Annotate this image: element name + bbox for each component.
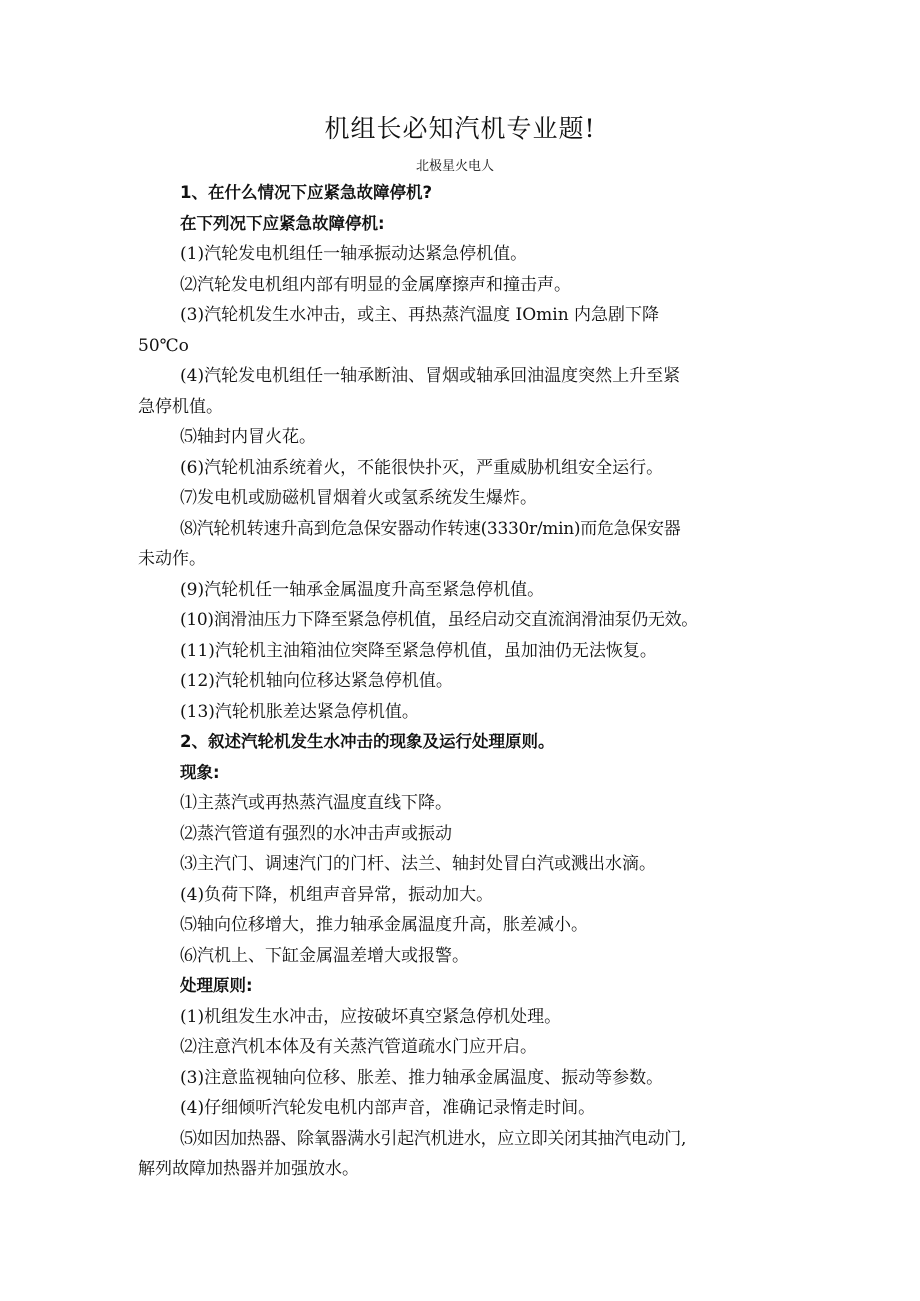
answer-intro: 在下列况下应紧急故障停机: — [180, 213, 385, 233]
list-item: (11)汽轮机主油箱油位突降至紧急停机值，虽加油仍无法恢复。 — [180, 640, 657, 661]
page-title: 机组长必知汽机专业题! — [324, 114, 596, 143]
list-item: ⑵注意汽机本体及有关蒸汽管道疏水门应开启。 — [180, 1037, 537, 1057]
list-item: ⑻汽轮机转速升高到危急保安器动作转速(3330r/min)而危急保安器 — [180, 518, 681, 539]
list-item: (1)机组发生水冲击，应按破坏真空紧急停机处理。 — [180, 1006, 562, 1027]
list-item: (10)润滑油压力下降至紧急停机值，虽经启动交直流润滑油泵仍无效。 — [180, 610, 698, 630]
list-item: (12)汽轮机轴向位移达紧急停机值。 — [180, 671, 453, 691]
list-item: (4)仔细倾听汽轮发电机内部声音，准确记录惰走时间。 — [180, 1098, 596, 1118]
list-item: ⑹汽机上、下缸金属温差增大或报警。 — [180, 945, 469, 966]
list-item-continuation: 急停机值。 — [138, 396, 223, 417]
list-item: ⑴主蒸汽或再热蒸汽温度直线下降。 — [180, 793, 452, 813]
list-item: ⑵蒸汽管道有强烈的水冲击声或振动 — [180, 823, 452, 844]
list-item: (4)负荷下降，机组声音异常，振动加大。 — [180, 884, 494, 905]
author-line: 北极星火电人 — [415, 159, 494, 174]
section-heading: 现象: — [180, 762, 220, 782]
list-item: (4)汽轮发电机组任一轴承断油、冒烟或轴承回油温度突然上升至紧 — [180, 366, 681, 386]
list-item: ⑸轴向位移增大，推力轴承金属温度升高，胀差减小。 — [180, 915, 588, 935]
list-item: (9)汽轮机任一轴承金属温度升高至紧急停机值。 — [180, 579, 545, 600]
list-item: ⑺发电机或励磁机冒烟着火或氢系统发生爆炸。 — [180, 488, 537, 508]
list-item: (13)汽轮机胀差达紧急停机值。 — [180, 701, 419, 722]
list-item: (3)汽轮机发生水冲击，或主、再热蒸汽温度 IOmin 内急剧下降 — [180, 305, 660, 325]
list-item: (1)汽轮发电机组任一轴承振动达紧急停机值。 — [180, 244, 528, 264]
list-item: (6)汽轮机油系统着火，不能很快扑灭，严重威胁机组安全运行。 — [180, 457, 664, 478]
question-heading: 2、叙述汽轮机发生水冲击的现象及运行处理原则。 — [180, 732, 555, 751]
section-heading: 处理原则: — [180, 976, 253, 995]
list-item: ⑸轴封内冒火花。 — [180, 427, 316, 447]
list-item: ⑸如因加热器、除氧器满水引起汽机进水，应立即关闭其抽汽电动门, — [180, 1128, 687, 1149]
question-heading: 1、在什么情况下应紧急故障停机? — [180, 183, 433, 202]
list-item-continuation: 解列故障加热器并加强放水。 — [138, 1159, 359, 1179]
document-body — [138, 178, 803, 1185]
list-item: ⑶主汽门、调速汽门的门杆、法兰、轴封处冒白汽或溅出水滴。 — [180, 854, 656, 874]
list-item: ⑵汽轮发电机组内部有明显的金属摩擦声和撞击声。 — [180, 274, 571, 295]
list-item-continuation: 未动作。 — [138, 549, 206, 569]
list-item: (3)注意监视轴向位移、胀差、推力轴承金属温度、振动等参数。 — [180, 1067, 664, 1088]
list-item-continuation: 50℃o — [138, 335, 189, 356]
